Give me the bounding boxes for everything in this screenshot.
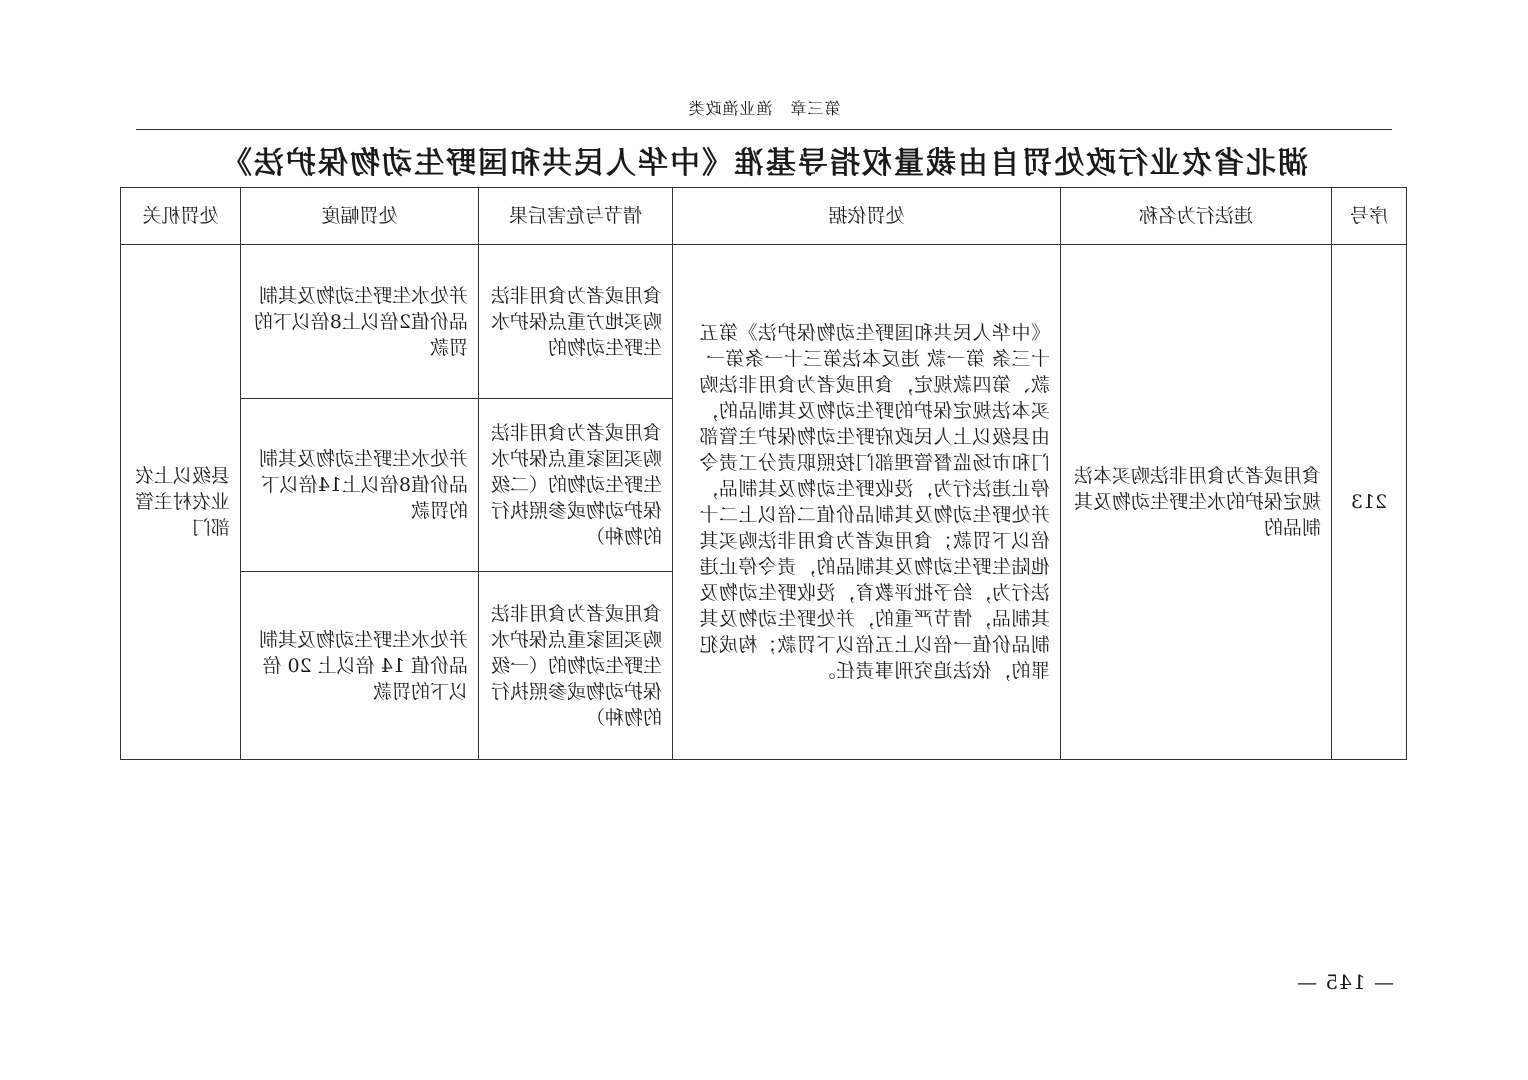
- row-violation: 食用或者为食用非法购买本法规定保护的水生野生动物及其制品的: [1061, 245, 1332, 760]
- header-seq: 序号: [1332, 188, 1407, 245]
- header-penalty: 处罚幅度: [241, 188, 479, 245]
- row-authority: 县级以上农业农村主管部门: [121, 245, 241, 760]
- row-basis: 《中华人民共和国野生动物保护法》第五十三条 第一款 违反本法第三十一条第一款、第四款规定，食用或者为食用非法购买本法规定保护的野生动物及其制品的，由县级以上人民政府野生动物保护主管部门和市场监督管理部门按照职责分工责令停止违法行为，没收野生动物及其制品，并处野生动物及其制品价值二倍以上二十倍以下罚款；食用或者为食用非法购买其他陆生野生动物及其制品的，责令停止违法行为，给予批评教育，没收野生动物及其制品，情节严重的，并处野生动物及其制品价值一倍以上五倍以下罚款；构成犯罪的，依法追究刑事责任。: [673, 245, 1061, 760]
- header-authority: 处罚机关: [121, 188, 241, 245]
- header-violation: 违法行为名称: [1061, 188, 1332, 245]
- row-seq: 213: [1332, 245, 1407, 760]
- tier-2-circumstances: 食用或者为食用非法购买国家重点保护水生野生动物的（二级保护动物或参照执行的物种）: [479, 399, 673, 572]
- tier-1-penalty: 并处水生野生动物及其制品价值2倍以上8倍以下的罚款: [241, 245, 479, 399]
- header-divider: [136, 129, 1392, 130]
- table-row: [121, 245, 1407, 399]
- penalty-table: [120, 187, 1407, 760]
- chapter-header: 第三章 渔业渔政类: [687, 99, 841, 118]
- document-title: 湖北省农业行政处罚自由裁量权指导基准《中华人民共和国野生动物保护法》: [220, 146, 1308, 181]
- header-circumstances: 情节与危害后果: [479, 188, 673, 245]
- header-basis: 处罚依据: [673, 188, 1061, 245]
- tier-3-circumstances: 食用或者为食用非法购买国家重点保护水生野生动物的（一级保护动物或参照执行的物种）: [479, 572, 673, 760]
- table-header-row: [121, 188, 1407, 245]
- tier-3-penalty: 并处水生野生动物及其制品价值 14 倍以上 20 倍以下的罚款: [241, 572, 479, 760]
- page-number: — 145 —: [1296, 970, 1394, 994]
- tier-2-penalty: 并处水生野生动物及其制品价值8倍以上14倍以下的罚款: [241, 399, 479, 572]
- tier-1-circumstances: 食用或者为食用非法购买地方重点保护水生野生动物的: [479, 245, 673, 399]
